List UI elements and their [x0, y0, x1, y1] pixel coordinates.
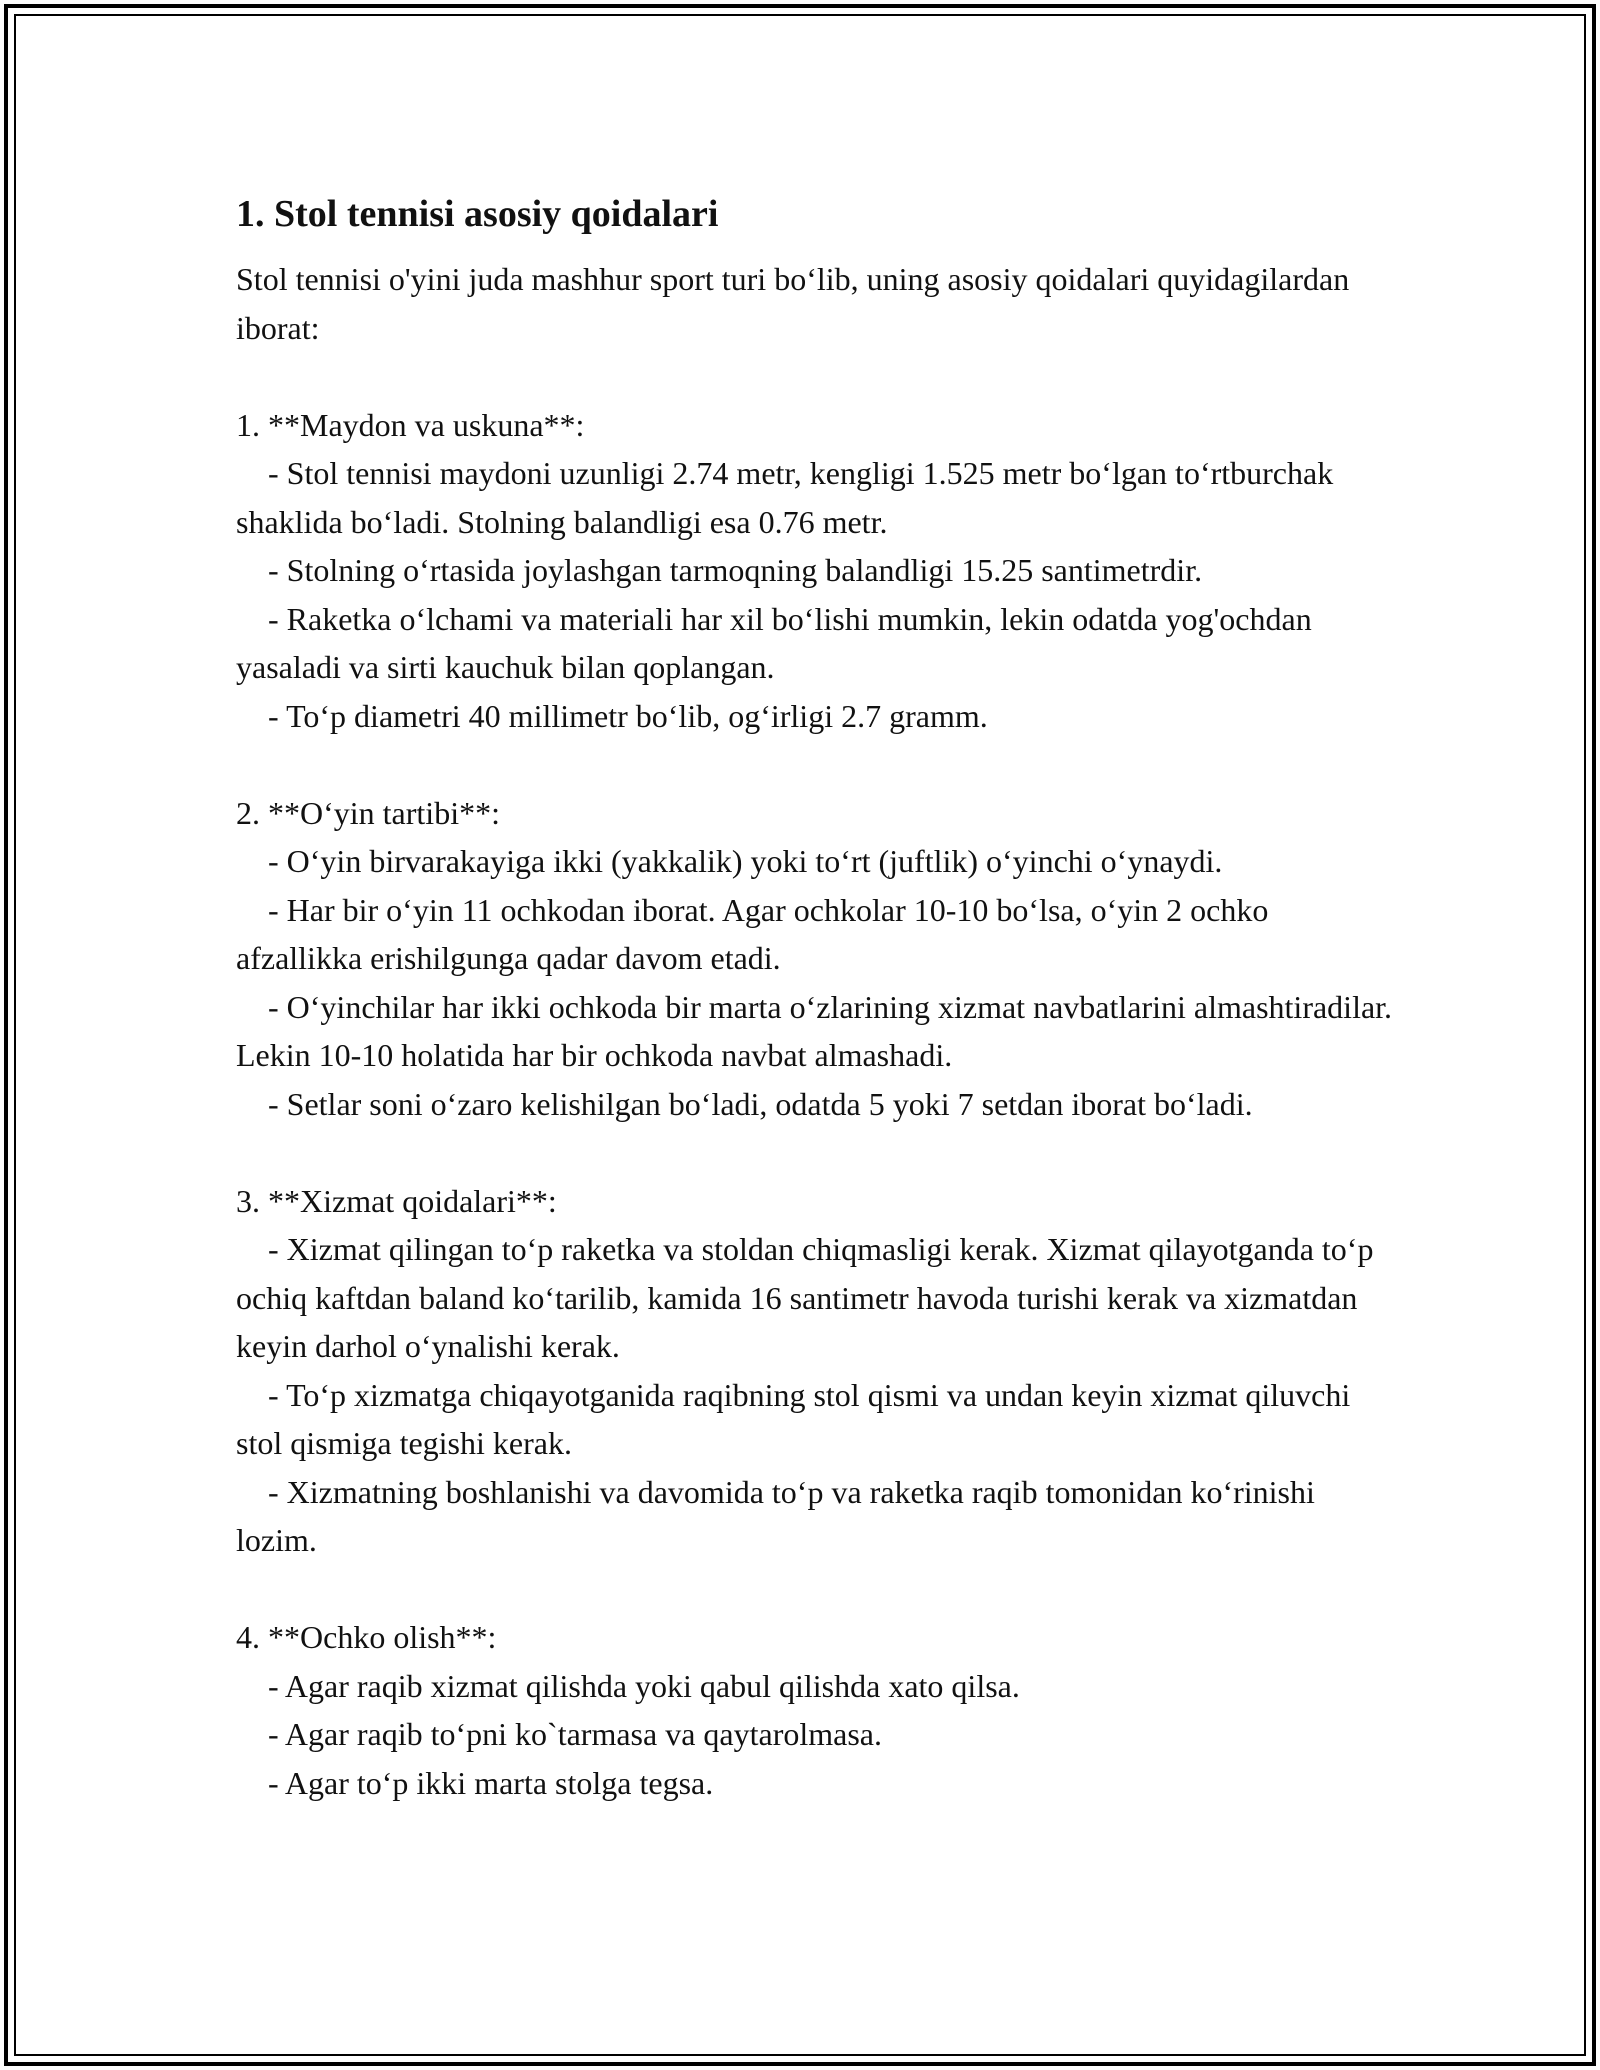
list-item: - Setlar soni o‘zaro kelishilgan bo‘ladi, odatda 5 yoki 7 setdan iborat bo‘ladi.	[236, 1085, 1253, 1122]
section-field-equipment	[236, 401, 1396, 741]
list-item: - Xizmatning boshlanishi va davomida to‘p va raketka raqib tomonidan ko‘rinishi lozim.	[236, 1473, 1323, 1558]
section-heading: 2. **O‘yin tartibi**:	[236, 794, 500, 831]
list-item: - O‘yinchilar har ikki ochkoda bir marta o‘zlarining xizmat navbatlarini almashtiradilar. Lekin 10-10 holatida har bir ochkoda navbat almashadi.	[236, 988, 1401, 1073]
section-scoring	[236, 1613, 1396, 1807]
list-item: - O‘yin birvarakayiga ikki (yakkalik) yoki to‘rt (juftlik) o‘yinchi o‘ynaydi.	[236, 843, 1223, 879]
list-item: - Agar raqib to‘pni ko`tarmasa va qaytarolmasa.	[236, 1716, 882, 1752]
intro-paragraph: Stol tennisi o'yini juda mashhur sport turi bo‘lib, uning asosiy qoidalari quyidagilardan iborat:	[236, 261, 1350, 346]
list-item: - Xizmat qilingan to‘p raketka va stoldan chiqmasligi kerak. Xizmat qilayotganda to‘p ochiq kaftdan baland ko‘tarilib, kamida 16 santimetr havoda turishi kerak va xizmatdan keyin darhol o‘ynalishi kerak.	[236, 1231, 1382, 1364]
section-heading: 4. **Ochko olish**:	[236, 1619, 497, 1655]
section-heading: 1. **Maydon va uskuna**:	[236, 406, 585, 443]
document-body	[236, 185, 1401, 1856]
document-title: 1. Stol tennisi asosiy qoidalari	[236, 193, 719, 235]
list-item: - Stol tennisi maydoni uzunligi 2.74 metr, kengligi 1.525 metr bo‘lgan to‘rtburchak shaklida bo‘ladi. Stolning balandligi esa 0.76 metr.	[236, 455, 1342, 540]
list-item: - To‘p diametri 40 millimetr bo‘lib, og‘irligi 2.7 gramm.	[236, 697, 988, 734]
list-item: - Raketka o‘lchami va materiali har xil bo‘lishi mumkin, lekin odatda yog'ochdan yasaladi va sirti kauchuk bilan qoplangan.	[236, 600, 1320, 685]
list-item: - Har bir o‘yin 11 ochkodan iborat. Agar ochkolar 10-10 bo‘lsa, o‘yin 2 ochko afzallikka erishilgunga qadar davom etadi.	[236, 891, 1277, 976]
list-item: - Agar raqib xizmat qilishda yoki qabul qilishda xato qilsa.	[236, 1667, 1020, 1704]
section-service-rules	[236, 1177, 1396, 1565]
list-item: - Agar to‘p ikki marta stolga tegsa.	[236, 1764, 714, 1801]
section-heading: 3. **Xizmat qoidalari**:	[236, 1182, 557, 1219]
list-item: - To‘p xizmatga chiqayotganida raqibning stol qismi va undan keyin xizmat qiluvchi stol qismiga tegishi kerak.	[236, 1376, 1359, 1461]
section-game-order	[236, 789, 1401, 1129]
list-item: - Stolning o‘rtasida joylashgan tarmoqning balandligi 15.25 santimetrdir.	[236, 552, 1203, 588]
